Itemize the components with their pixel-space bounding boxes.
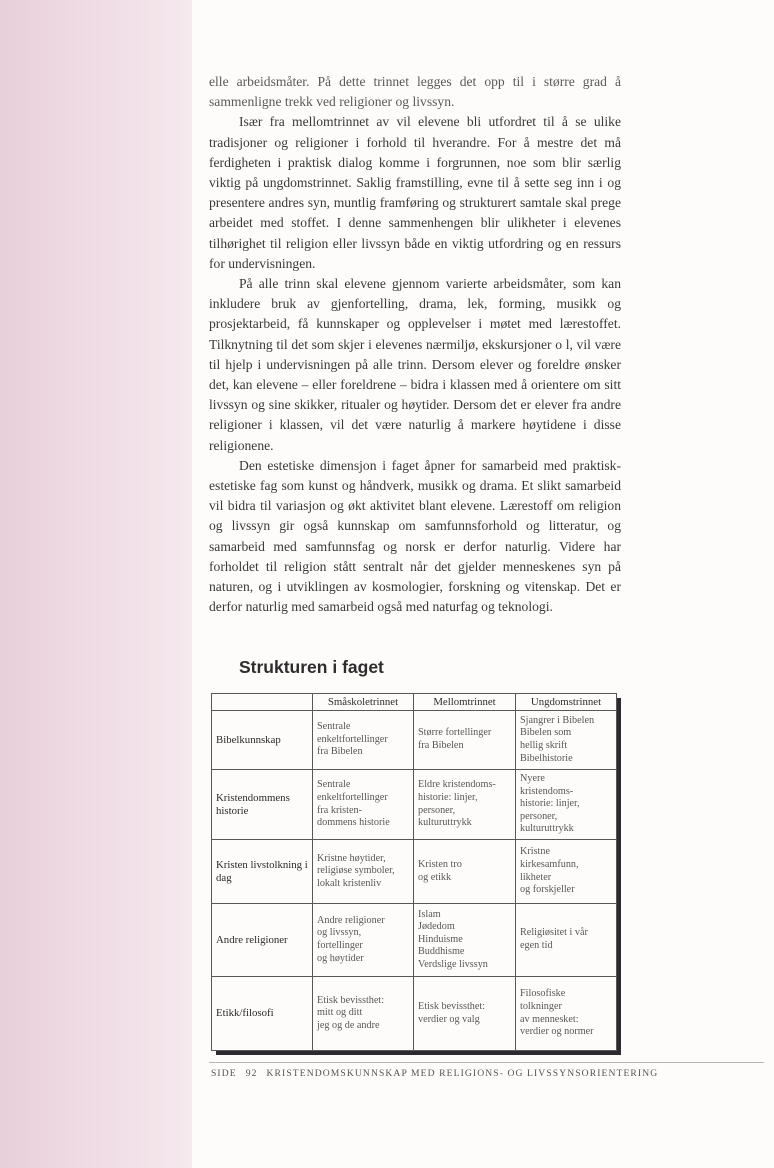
row-label: Bibelkunnskap xyxy=(212,711,313,770)
section-heading: Strukturen i faget xyxy=(239,657,384,677)
cell-line: mitt og ditt xyxy=(317,1007,363,1019)
table-body xyxy=(212,711,617,1051)
table-cell xyxy=(516,711,617,770)
cell-line: og høytider xyxy=(317,952,364,964)
cell-line: Andre religioner xyxy=(317,914,385,926)
table-cell xyxy=(414,770,516,840)
cell-line: religiøse symboler, xyxy=(317,865,395,877)
cell-line: dommens historie xyxy=(317,817,390,829)
cell-line: av mennesket: xyxy=(520,1013,579,1025)
paragraph: elle arbeidsmåter. På dette trinnet legges det opp til i større grad å sammenligne trekk ved religioner og livssyn. xyxy=(209,74,621,110)
cell-line: historie: linjer, xyxy=(418,791,478,803)
table-cell xyxy=(516,977,617,1051)
cell-line: og etikk xyxy=(418,871,452,883)
cell-line: og livssyn, xyxy=(317,927,362,939)
cell-line: likheter xyxy=(520,871,552,883)
cell-line: Kristne høytider, xyxy=(317,852,386,864)
table-header-row xyxy=(212,694,617,711)
footer-rule xyxy=(209,1062,764,1063)
column-header: Mellomtrinnet xyxy=(414,694,516,711)
cell-line: og forskjeller xyxy=(520,884,575,896)
cell-line: Islam xyxy=(418,908,441,920)
cell-line: verdier og normer xyxy=(520,1026,594,1038)
table-cell xyxy=(313,840,414,904)
table-cell xyxy=(516,840,617,904)
cell-line: Sentrale xyxy=(317,779,351,791)
cell-line: personer, xyxy=(418,804,456,816)
cell-line: Sjangrer i Bibelen xyxy=(520,714,595,726)
table-cell xyxy=(313,977,414,1051)
table-cell xyxy=(313,770,414,840)
cell-line: kristendoms- xyxy=(520,785,574,797)
column-header xyxy=(212,694,313,711)
cell-line: Etisk bevissthet: xyxy=(317,994,385,1006)
footer-side-label: SIDE xyxy=(211,1068,237,1079)
column-header: Ungdomstrinnet xyxy=(516,694,617,711)
row-label: Andre religioner xyxy=(212,904,313,977)
row-label: Etikk/filosofi xyxy=(212,977,313,1051)
table-cell xyxy=(516,904,617,977)
cell-line: Bibelhistorie xyxy=(520,752,573,764)
structure-table-wrapper xyxy=(211,693,616,1050)
cell-line: kulturuttrykk xyxy=(418,817,472,829)
cell-line: Jødedom xyxy=(418,921,455,933)
cell-line: Større fortellinger xyxy=(418,727,492,739)
cell-line: jeg og de andre xyxy=(317,1019,380,1031)
paragraph: Den estetiske dimensjon i faget åpner for samarbeid med praktisk-estetiske fag som kunst og håndverk, musikk og drama. Et slikt samarbeid vil bidra til variasjon og økt aktivitet blant elevene. Lærestoff om religion og livssyn gir også kunnskap om samfunnsforhold og litteratur, og samarbeid med samfunnsfag og norsk er derfor naturlig. Videre har forholdet til religion stått sentralt når det gjelder menneskenes syn på naturen, og i utviklingen av kosmologier, forskning og vitenskap. Det er derfor naturlig med samarbeid også med naturfag og teknologi. xyxy=(209,457,621,615)
column-header: Småskoletrinnet xyxy=(313,694,414,711)
table-cell xyxy=(414,904,516,977)
page-number: 92 xyxy=(245,1068,258,1079)
cell-line: fortellinger xyxy=(317,940,363,951)
cell-line: verdier og valg xyxy=(418,1013,480,1025)
structure-table xyxy=(211,693,617,1051)
cell-line: historie: linjer, xyxy=(520,798,580,810)
cell-line: Eldre kristendoms- xyxy=(418,779,496,791)
cell-line: Verdslige livssyn xyxy=(418,958,488,970)
cell-line: Hinduisme xyxy=(418,933,463,945)
cell-line: kulturuttrykk xyxy=(520,823,574,835)
cell-line: lokalt kristenliv xyxy=(317,877,382,889)
cell-line: Religiøsitet i vår xyxy=(520,927,588,939)
cell-line: enkeltfortellinger xyxy=(317,733,388,745)
table-cell xyxy=(516,770,617,840)
cell-line: Etisk bevissthet: xyxy=(418,1000,486,1012)
cell-line: fra Bibelen xyxy=(418,740,464,751)
cell-line: Nyere xyxy=(520,773,545,785)
paragraph: På alle trinn skal elevene gjennom varierte arbeidsmåter, som kan inkludere bruk av gjenfortelling, drama, lek, forming, musikk og prosjektarbeid, få kunnskaper og opplevelser i møtet med lærestoffet. Tilknytning til det som skjer i elevenes nærmiljø, ekskursjoner o l, vil være til hjelp i undervisningen på alle trinn. Dersom elever og foreldre ønsker det, kan elevene – eller foreldrene – bidra i klassen med å orientere om sitt livssyn og sine skikker, ritualer og høytider. Dersom det er elever fra andre religioner i klassen, vil det være naturlig å markere høytidene i disse religionene. xyxy=(209,276,621,453)
table-cell xyxy=(313,711,414,770)
cell-line: Filosofiske xyxy=(520,988,566,1000)
paragraph: Især fra mellomtrinnet av vil elevene bli utfordret til å se ulike tradisjoner og religioner i forhold til hverandre. For å mestre det må ferdigheten i praktisk dialog komme i forgrunnen, noe som blir særlig viktig på ungdomstrinnet. Saklig framstilling, evne til å sette seg inn i og presentere andres syn, muntlig framføring og strukturert samtale skal prege arbeidet med stoffet. I denne sammenhengen blir ulikheter i elevenes tilhørighet til religion eller livssyn både en viktig utfordring og en ressurs for undervisningen. xyxy=(209,114,621,271)
cell-line: kirkesamfunn, xyxy=(520,858,579,870)
cell-line: tolkninger xyxy=(520,1000,562,1012)
cell-line: enkeltfortellinger xyxy=(317,791,388,803)
table-cell xyxy=(313,904,414,977)
table-row xyxy=(212,977,617,1051)
row-label: Kristen livstolkning i dag xyxy=(212,840,313,904)
table-cell xyxy=(414,840,516,904)
body-text xyxy=(209,72,621,617)
cell-line: personer, xyxy=(520,810,558,822)
table-cell xyxy=(414,977,516,1051)
table-row xyxy=(212,770,617,840)
cell-line: Kristne xyxy=(520,846,550,858)
row-label: Kristendommens historie xyxy=(212,770,313,840)
page-footer xyxy=(211,1068,658,1079)
cell-line: Buddhisme xyxy=(418,946,465,958)
cell-line: egen tid xyxy=(520,940,553,951)
cell-line: Bibelen som xyxy=(520,727,572,739)
cell-line: Sentrale xyxy=(317,721,351,733)
pink-margin-band xyxy=(0,0,192,1168)
table-row xyxy=(212,840,617,904)
cell-line: fra Bibelen xyxy=(317,746,363,758)
cell-line: hellig skrift xyxy=(520,740,568,751)
running-title: KRISTENDOMSKUNNSKAP MED RELIGIONS- OG LIVSSYNSORIENTERING xyxy=(266,1068,659,1079)
table-row xyxy=(212,904,617,977)
cell-line: fra kristen- xyxy=(317,804,362,816)
table-row xyxy=(212,711,617,770)
table-cell xyxy=(414,711,516,770)
cell-line: Kristen tro xyxy=(418,858,462,870)
